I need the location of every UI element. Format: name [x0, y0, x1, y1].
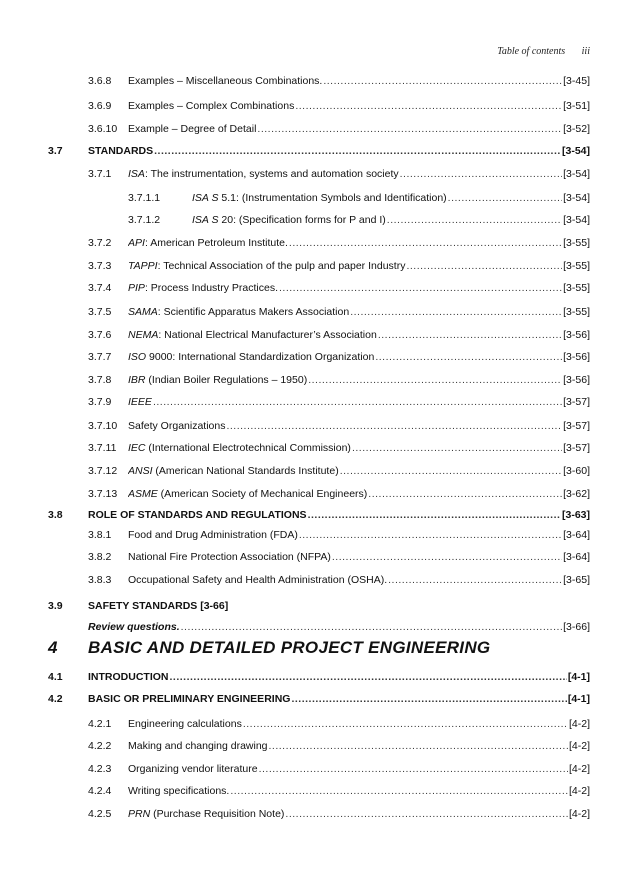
- leader-dots: [308, 372, 562, 388]
- entry-title: [128, 121, 590, 137]
- toc-entry[interactable]: [0, 166, 638, 182]
- entry-number: 3.7.11: [88, 442, 117, 454]
- toc-entry[interactable]: [0, 304, 638, 320]
- entry-title: [128, 418, 590, 434]
- entry-page: [3-65]: [563, 574, 590, 586]
- entry-title: [128, 527, 590, 543]
- entry-page: [3-54]: [563, 214, 590, 226]
- leader-dots: [299, 527, 562, 543]
- toc-entry[interactable]: [0, 418, 638, 434]
- entry-title: [128, 486, 590, 502]
- toc-entry[interactable]: [0, 486, 638, 502]
- entry-page: [3-52]: [563, 123, 590, 135]
- entry-page: [3-56]: [563, 374, 590, 386]
- entry-page: [3-66]: [563, 621, 590, 633]
- entry-title: [88, 619, 590, 635]
- entry-title: [128, 549, 590, 565]
- toc-entry[interactable]: [0, 527, 638, 543]
- entry-number: 3.7.3: [88, 260, 112, 272]
- leader-dots: [352, 440, 562, 456]
- entry-page: [3-55]: [563, 306, 590, 318]
- section-number: 3.7: [48, 145, 63, 157]
- entry-title: [128, 806, 590, 822]
- toc-section[interactable]: [0, 143, 638, 159]
- acronym: ANSI: [128, 465, 153, 477]
- entry-page: [3-54]: [563, 168, 590, 180]
- section-page: [3-54]: [561, 145, 590, 157]
- leader-dots: [154, 143, 561, 159]
- entry-number: 4.2.1: [88, 718, 112, 730]
- entry-title: [128, 783, 590, 799]
- entry-page: [3-57]: [563, 420, 590, 432]
- entry-page: [3-60]: [563, 465, 590, 477]
- leader-dots: [291, 691, 566, 707]
- entry-title: [128, 327, 590, 343]
- section-title: [88, 669, 590, 685]
- leader-dots: [153, 394, 562, 410]
- acronym: NEMA: [128, 329, 159, 341]
- section-page: [4-1]: [567, 693, 590, 705]
- entry-title-text: Examples – Complex Combinations: [128, 100, 295, 112]
- entry-title-text: Making and changing drawing: [128, 740, 268, 752]
- toc-entry[interactable]: [0, 258, 638, 274]
- entry-title: [128, 235, 590, 251]
- entry-page: [3-62]: [563, 488, 590, 500]
- entry-title: [128, 372, 590, 388]
- entry-title-text: : National Electrical Manufacturer’s Association: [158, 329, 377, 341]
- entry-number: 3.7.1: [88, 168, 112, 180]
- entry-number: 3.8.2: [88, 551, 112, 563]
- toc-entry[interactable]: [0, 73, 638, 89]
- entry-title: [128, 304, 590, 320]
- toc-review-questions[interactable]: [0, 619, 638, 635]
- section-title-text: INTRODUCTION: [88, 671, 169, 683]
- entry-title-text: Example – Degree of Detail: [128, 123, 257, 135]
- leader-dots: [259, 761, 568, 777]
- leader-dots: [350, 304, 562, 320]
- entry-title-text: (Indian Boiler Regulations – 1950): [145, 374, 308, 386]
- entry-number: 3.7.5: [88, 306, 112, 318]
- toc-entry[interactable]: [0, 783, 638, 799]
- entry-title-text: (International Electrotechnical Commission): [145, 442, 351, 454]
- section-number: 4.2: [48, 693, 63, 705]
- entry-number: 3.7.9: [88, 396, 112, 408]
- leader-dots: [181, 619, 563, 635]
- acronym: SAMA: [128, 306, 158, 318]
- toc-entry[interactable]: [0, 98, 638, 114]
- acronym: TAPPI: [128, 260, 158, 272]
- toc-entry[interactable]: [0, 572, 638, 588]
- entry-title: [128, 73, 590, 89]
- entry-page: [3-56]: [563, 351, 590, 363]
- entry-page: [3-57]: [563, 442, 590, 454]
- entry-title: [128, 761, 590, 777]
- entry-title-text: Organizing vendor literature: [128, 763, 258, 775]
- leader-dots: [226, 418, 562, 434]
- entry-page: [3-55]: [563, 260, 590, 272]
- section-title: [88, 598, 590, 614]
- entry-title-text: National Fire Protection Association (NFPA): [128, 551, 331, 563]
- entry-page: [3-64]: [563, 529, 590, 541]
- entry-number: 3.7.13: [88, 488, 118, 500]
- entry-page: [3-45]: [563, 75, 590, 87]
- leader-dots: [400, 166, 563, 182]
- toc-entry[interactable]: [0, 121, 638, 137]
- entry-title: [128, 166, 590, 182]
- entry-page: [3-57]: [563, 396, 590, 408]
- entry-title-text: (American National Standards Institute): [152, 465, 339, 477]
- entry-number: 3.6.10: [88, 123, 118, 135]
- entry-page: [4-2]: [568, 740, 590, 752]
- toc-subentry[interactable]: [0, 190, 638, 206]
- chapter-number: 4: [48, 638, 58, 657]
- acronym: IEC: [128, 442, 146, 454]
- leader-dots: [230, 783, 568, 799]
- entry-number: 3.7.6: [88, 329, 112, 341]
- leader-dots: [375, 349, 562, 365]
- entry-title-text: (American Society of Mechanical Engineers): [157, 488, 368, 500]
- acronym: ISA: [128, 168, 145, 180]
- leader-dots: [340, 463, 562, 479]
- entry-page: [4-2]: [568, 808, 590, 820]
- toc-subentry[interactable]: [0, 212, 638, 228]
- acronym: IBR: [128, 374, 146, 386]
- entry-title-text: Food and Drug Administration (FDA): [128, 529, 298, 541]
- entry-title-text: Occupational Safety and Health Administration (OSHA).: [128, 574, 388, 586]
- entry-page: [3-56]: [563, 329, 590, 341]
- toc-entry[interactable]: [0, 761, 638, 777]
- entry-number: 3.7.8: [88, 374, 112, 386]
- entry-title-text: 20: (Specification forms for P and I): [218, 214, 386, 226]
- header-page-number: iii: [581, 46, 590, 57]
- toc-entry[interactable]: [0, 235, 638, 251]
- entry-number: 4.2.2: [88, 740, 112, 752]
- section-title-text: BASIC OR PRELIMINARY ENGINEERING: [88, 693, 291, 705]
- section-title-text: ROLE OF STANDARDS AND REGULATIONS: [88, 509, 307, 521]
- section-page: [4-1]: [567, 671, 590, 683]
- section-title-text: SAFETY STANDARDS [3-66]: [88, 600, 229, 612]
- toc-section[interactable]: [0, 598, 638, 614]
- toc-entry[interactable]: [0, 349, 638, 365]
- entry-number: 4.2.3: [88, 763, 112, 775]
- entry-title-text: : American Petroleum Institute.: [144, 237, 288, 249]
- running-header: [497, 46, 590, 57]
- entry-title: [128, 98, 590, 114]
- leader-dots: [387, 212, 562, 228]
- entry-page: [3-55]: [563, 282, 590, 294]
- entry-page: [4-2]: [568, 718, 590, 730]
- acronym: IEEE: [128, 396, 152, 408]
- toc-entry[interactable]: [0, 327, 638, 343]
- acronym: PRN: [128, 808, 151, 820]
- entry-page: [3-64]: [563, 551, 590, 563]
- leader-dots: [332, 549, 562, 565]
- entry-title: [128, 440, 590, 456]
- entry-number: 3.6.9: [88, 100, 112, 112]
- entry-title-text: : The instrumentation, systems and automation society: [144, 168, 399, 180]
- leader-dots: [170, 669, 567, 685]
- entry-title-text: : Technical Association of the pulp and paper Industry: [157, 260, 406, 272]
- entry-page: [3-51]: [563, 100, 590, 112]
- leader-dots: [388, 572, 562, 588]
- toc-entry[interactable]: [0, 440, 638, 456]
- entry-title: [192, 190, 590, 206]
- entry-title: [128, 394, 590, 410]
- entry-title-text: : Process Industry Practices.: [144, 282, 278, 294]
- leader-dots: [448, 190, 562, 206]
- leader-dots: [308, 507, 561, 523]
- leader-dots: [295, 98, 562, 114]
- entry-number: 3.7.10: [88, 420, 118, 432]
- leader-dots: [378, 327, 562, 343]
- toc-entry[interactable]: [0, 463, 638, 479]
- toc-section[interactable]: [0, 691, 638, 707]
- section-number: 3.8: [48, 509, 63, 521]
- leader-dots: [269, 738, 568, 754]
- entry-title: [128, 738, 590, 754]
- entry-page: [4-2]: [568, 785, 590, 797]
- leader-dots: [406, 258, 562, 274]
- entry-title: [128, 572, 590, 588]
- toc-entry[interactable]: [0, 280, 638, 296]
- entry-title-text: Safety Organizations: [128, 420, 226, 432]
- entry-title-text: Writing specifications.: [128, 785, 230, 797]
- entry-number: 3.8.1: [88, 529, 112, 541]
- chapter-heading[interactable]: [0, 638, 638, 662]
- toc-entry[interactable]: [0, 549, 638, 565]
- leader-dots: [368, 486, 562, 502]
- toc-entry[interactable]: [0, 372, 638, 388]
- leader-dots: [323, 73, 562, 89]
- toc-entry[interactable]: [0, 738, 638, 754]
- entry-title: [128, 716, 590, 732]
- entry-title: [128, 349, 590, 365]
- toc-entry[interactable]: [0, 806, 638, 822]
- entry-title-text: 5.1: (Instrumentation Symbols and Identification): [218, 192, 447, 204]
- toc-entry[interactable]: [0, 394, 638, 410]
- entry-page: [3-55]: [563, 237, 590, 249]
- leader-dots: [285, 806, 568, 822]
- entry-number: 4.2.5: [88, 808, 112, 820]
- entry-title-text: Engineering calculations: [128, 718, 242, 730]
- entry-number: 3.7.2: [88, 237, 112, 249]
- entry-number: 3.7.1.2: [128, 214, 161, 226]
- entry-title-text: Examples – Miscellaneous Combinations.: [128, 75, 323, 87]
- entry-title: [192, 212, 590, 228]
- leader-dots: [257, 121, 562, 137]
- entry-number: 3.6.8: [88, 75, 112, 87]
- section-number: 3.9: [48, 600, 63, 612]
- section-title: [88, 691, 590, 707]
- entry-number: 3.7.1.1: [128, 192, 161, 204]
- chapter-title: BASIC AND DETAILED PROJECT ENGINEERING: [88, 638, 491, 657]
- toc-section[interactable]: [0, 669, 638, 685]
- entry-title: [128, 258, 590, 274]
- toc-entry[interactable]: [0, 716, 638, 732]
- acronym: ISO: [128, 351, 147, 363]
- entry-number: 4.2.4: [88, 785, 112, 797]
- leader-dots: [279, 280, 562, 296]
- entry-title-text: : Scientific Apparatus Makers Association: [157, 306, 350, 318]
- entry-title-text: (Purchase Requisition Note): [150, 808, 285, 820]
- entry-title: [128, 463, 590, 479]
- acronym: ISA S: [192, 192, 219, 204]
- entry-title: [128, 280, 590, 296]
- acronym: API: [128, 237, 145, 249]
- entry-number: 3.7.4: [88, 282, 112, 294]
- section-title-text: STANDARDS: [88, 145, 154, 157]
- entry-page: [4-2]: [568, 763, 590, 775]
- entry-page: [3-54]: [563, 192, 590, 204]
- acronym: ISA S: [192, 214, 219, 226]
- entry-number: 3.8.3: [88, 574, 112, 586]
- toc-section[interactable]: [0, 507, 638, 523]
- header-title: Table of contents: [497, 46, 566, 57]
- acronym: PIP: [128, 282, 145, 294]
- entry-title-text: Review questions.: [88, 621, 180, 633]
- entry-number: 3.7.12: [88, 465, 118, 477]
- section-title: [88, 507, 590, 523]
- entry-number: 3.7.7: [88, 351, 112, 363]
- section-title: [88, 143, 590, 159]
- leader-dots: [289, 235, 562, 251]
- section-page: [3-63]: [561, 509, 590, 521]
- entry-title-text: 9000: International Standardization Organization: [146, 351, 375, 363]
- leader-dots: [243, 716, 568, 732]
- acronym: ASME: [128, 488, 158, 500]
- section-number: 4.1: [48, 671, 63, 683]
